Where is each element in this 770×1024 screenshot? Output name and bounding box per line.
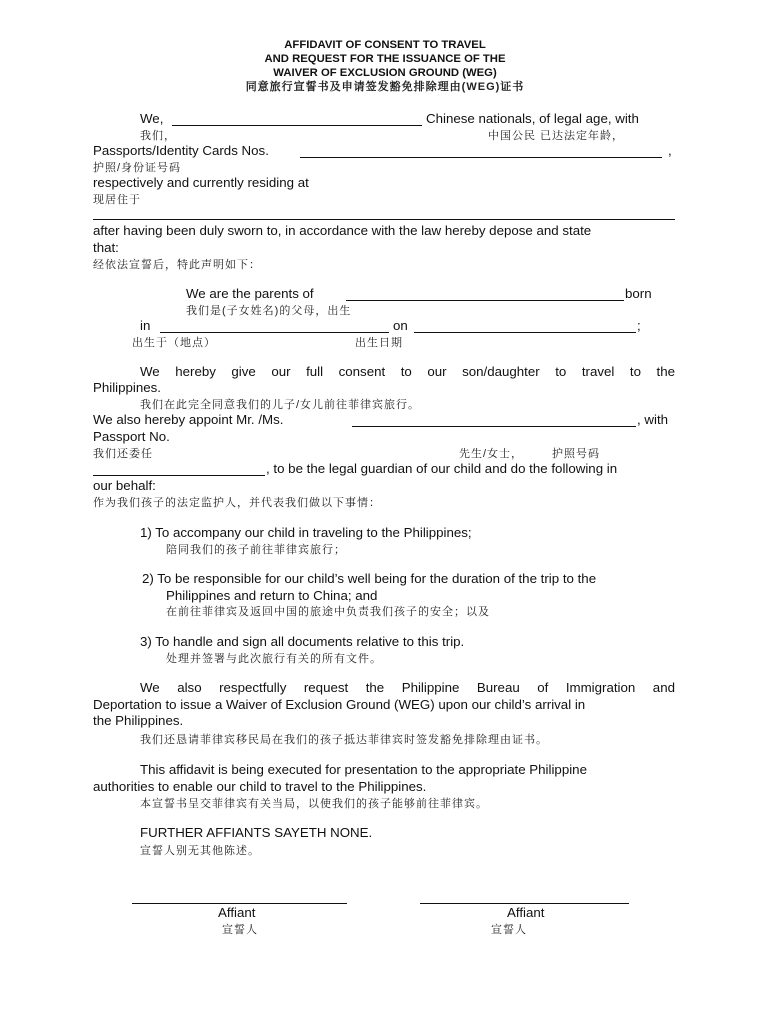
list-item: 3) To handle and sign all documents relative to this trip. (140, 634, 465, 649)
cjk-on: 出生日期 (355, 337, 403, 349)
signature-line-2[interactable] (420, 903, 629, 904)
title-line-1: AFFIDAVIT OF CONSENT TO TRAVEL (284, 39, 486, 51)
consent-line-2: Philippines. (93, 380, 162, 395)
affiant-label-2: Affiant (507, 905, 545, 920)
cjk-appoint: 我们还委任 (93, 448, 153, 460)
cjk-request: 我们还恳请菲律宾移民局在我们的孩子抵达菲律宾时签发豁免排除理由证书。 (140, 734, 548, 746)
intro-comma: , (668, 143, 672, 158)
cjk-mr-ms: 先生/女士， (459, 448, 524, 460)
intro-sworn: after having been duly sworn to, in accordance with the law hereby depose and state (93, 223, 592, 238)
list-item-cont: Philippines and return to China; and (166, 588, 378, 603)
request-line-1: We also respectfully request the Philippine Bureau of Immigration and (140, 680, 675, 695)
cjk-we: 我们， (140, 130, 176, 142)
executed-line-1: This affidavit is being executed for presentation to the appropriate Philippine (140, 762, 587, 777)
further-text: FURTHER AFFIANTS SAYETH NONE. (140, 825, 373, 840)
list-item-cjk: 陪同我们的孩子前往菲律宾旅行； (166, 544, 346, 556)
executed-line-2: authorities to enable our child to travel to the Philippines. (93, 779, 427, 794)
list-item: 1) To accompany our child in traveling to the Philippines; (140, 525, 472, 540)
affiant-cjk-2: 宣誓人 (491, 924, 527, 936)
title-line-3: WAIVER OF EXCLUSION GROUND (WEG) (273, 67, 497, 79)
cjk-nationals: 中国公民 (488, 130, 536, 142)
list-item-cjk: 处理并签署与此次旅行有关的所有文件。 (166, 653, 382, 665)
cjk-consent: 我们在此完全同意我们的儿子/女儿前往菲律宾旅行。 (140, 399, 421, 411)
title-line-cjk: 同意旅行宣誓书及申请签发豁免排除理由(WEG)证书 (245, 81, 525, 93)
passport-no-label: Passport No. (93, 429, 170, 444)
behalf-text: our behalf: (93, 478, 156, 493)
parents-born: born (625, 286, 652, 301)
birthdate-blank[interactable] (414, 320, 636, 333)
cjk-residing: 现居住于 (93, 194, 141, 206)
intro-passports: Passports/Identity Cards Nos. (93, 143, 269, 158)
cjk-in: 出生于（地点） (132, 337, 216, 349)
list-item-cjk: 在前往菲律宾及返回中国的旅途中负责我们孩子的安全；以及 (166, 606, 490, 618)
birthplace-blank[interactable] (160, 320, 389, 333)
intro-nationals: Chinese nationals, of legal age, with (426, 111, 639, 126)
parents-in: in (140, 318, 151, 333)
parents-text: We are the parents of (186, 286, 314, 301)
cjk-sworn: 经依法宣誓后，特此声明如下： (93, 259, 261, 271)
cjk-guardian: 作为我们孩子的法定监护人，并代表我们做以下事情： (93, 497, 381, 509)
list-item: 2) To be responsible for our child’s well being for the duration of the trip to the (142, 571, 597, 586)
passport-numbers-blank[interactable] (300, 145, 662, 158)
parents-semicolon: ; (637, 318, 641, 333)
intro-that: that: (93, 240, 119, 255)
child-name-blank[interactable] (346, 288, 624, 301)
guardian-passport-blank[interactable] (93, 463, 265, 476)
request-line-3: the Philippines. (93, 713, 184, 728)
parents-on: on (393, 318, 408, 333)
intro-residing: respectively and currently residing at (93, 175, 309, 190)
intro-we: We, (140, 111, 164, 126)
cjk-age: 已达法定年龄， (540, 130, 624, 142)
consent-line-1: We hereby give our full consent to our son/daughter to travel to the (140, 364, 675, 379)
cjk-parents: 我们是(子女姓名)的父母，出生 (186, 305, 352, 317)
affiant-label-1: Affiant (218, 905, 256, 920)
title-line-2: AND REQUEST FOR THE ISSUANCE OF THE (264, 53, 506, 65)
cjk-executed: 本宣誓书呈交菲律宾有关当局，以使我们的孩子能够前往菲律宾。 (140, 798, 488, 810)
cjk-further: 宣誓人别无其他陈述。 (140, 845, 260, 857)
request-line-2: Deportation to issue a Waiver of Exclusion Ground (WEG) upon our child’s arrival in (93, 697, 586, 712)
affiant-cjk-1: 宣誓人 (222, 924, 258, 936)
signature-line-1[interactable] (132, 903, 347, 904)
address-blank[interactable] (93, 207, 675, 220)
names-blank[interactable] (172, 113, 422, 126)
appoint-with: , with (637, 412, 669, 427)
guardian-name-blank[interactable] (352, 414, 636, 427)
guardian-text: , to be the legal guardian of our child and do the following in (266, 461, 618, 476)
cjk-passport-no: 护照号码 (552, 448, 600, 460)
appoint-text: We also hereby appoint Mr. /Ms. (93, 412, 284, 427)
cjk-passports: 护照/身份证号码 (93, 162, 182, 174)
